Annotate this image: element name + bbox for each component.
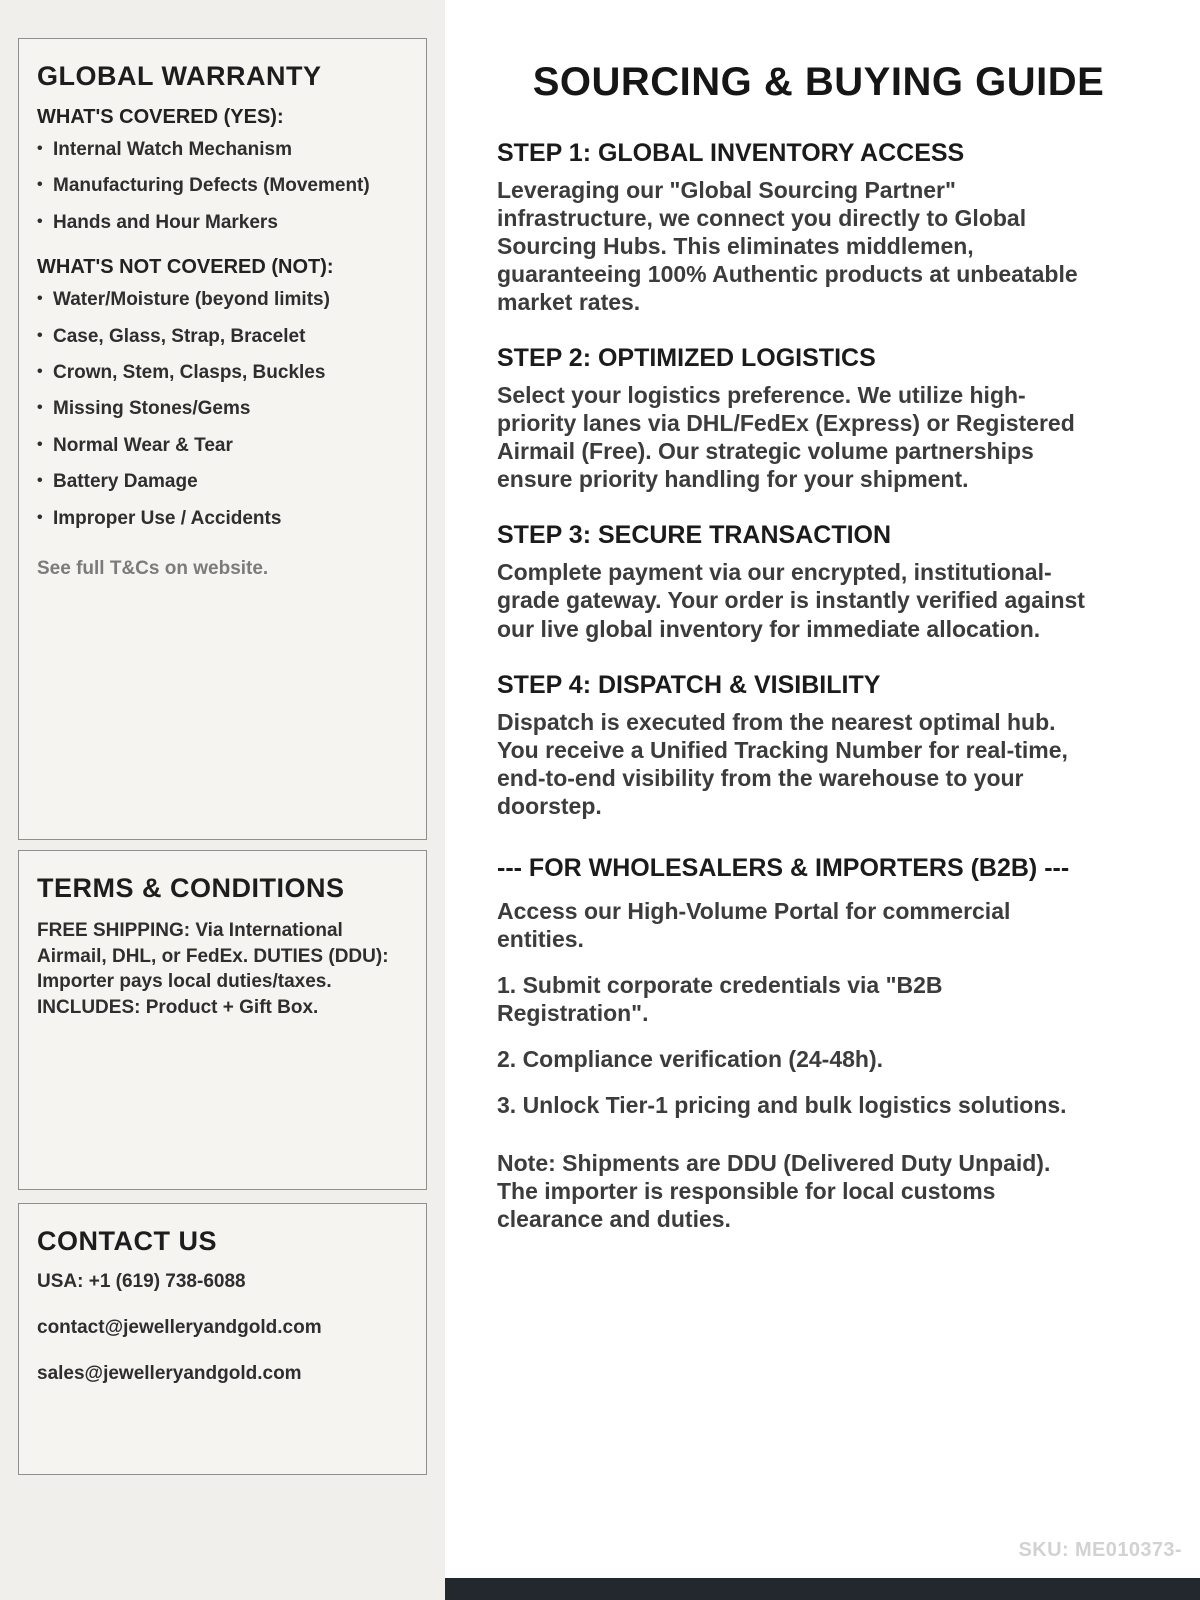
step-1-body: Leveraging our "Global Sourcing Partner" infrastructure, we connect you directly to Global Sourcing Hubs. This eliminates middlemen, guaranteeing 100% Authentic products at unbeatable market rates.: [497, 177, 1078, 316]
list-item: • Missing Stones/Gems: [37, 398, 410, 420]
terms-title: TERMS & CONDITIONS: [37, 873, 345, 903]
step-3-section: [497, 521, 1140, 642]
sku-label: SKU: ME010373-: [1018, 1539, 1182, 1561]
contact-title: CONTACT US: [37, 1226, 217, 1256]
list-item: • Case, Glass, Strap, Bracelet: [37, 326, 410, 348]
b2b-paragraph: 3. Unlock Tier-1 pricing and bulk logistics solutions.: [497, 1091, 1067, 1118]
step-1-section: [497, 139, 1140, 316]
step-3-heading: STEP 3: SECURE TRANSACTION: [497, 521, 892, 550]
page-title: SOURCING & BUYING GUIDE: [532, 60, 1105, 104]
not-covered-list: [37, 289, 410, 530]
sidebar: [0, 0, 445, 1600]
covered-heading: WHAT'S COVERED (YES):: [37, 106, 284, 128]
step-2-body: Select your logistics preference. We utilize high-priority lanes via DHL/FedEx (Express) or Registered Airmail (Free). Our strategic volume partnerships ensure priority handling for your shipment.: [497, 382, 1075, 493]
list-item: • Hands and Hour Markers: [37, 212, 410, 234]
contact-phone: USA: +1 (619) 738-6088: [37, 1271, 246, 1292]
main-content: [445, 0, 1200, 1600]
step-2-heading: STEP 2: OPTIMIZED LOGISTICS: [497, 344, 876, 373]
b2b-paragraph: 2. Compliance verification (24-48h).: [497, 1045, 884, 1072]
list-item: • Water/Moisture (beyond limits): [37, 289, 410, 311]
list-item: • Improper Use / Accidents: [37, 508, 410, 530]
warranty-box: [18, 38, 427, 840]
contact-box: [18, 1203, 427, 1475]
b2b-heading: --- FOR WHOLESALERS & IMPORTERS (B2B) ---: [497, 853, 1070, 882]
step-4-section: [497, 671, 1140, 820]
contact-email-sales: sales@jewelleryandgold.com: [37, 1363, 302, 1384]
list-item: • Crown, Stem, Clasps, Buckles: [37, 362, 410, 384]
list-item: • Internal Watch Mechanism: [37, 139, 410, 161]
b2b-section: [497, 854, 1140, 1119]
step-4-heading: STEP 4: DISPATCH & VISIBILITY: [497, 670, 881, 699]
ddu-note: Note: Shipments are DDU (Delivered Duty Unpaid). The importer is responsible for local customs clearance and duties.: [497, 1150, 1051, 1233]
terms-body: FREE SHIPPING: Via International Airmail, DHL, or FedEx. DUTIES (DDU): Importer pays local duties/taxes. INCLUDES: Product + Gift Box.: [37, 920, 389, 1018]
terms-box: [18, 850, 427, 1190]
warranty-title: GLOBAL WARRANTY: [37, 61, 322, 91]
step-4-body: Dispatch is executed from the nearest optimal hub. You receive a Unified Tracking Number for real-time, end-to-end visibility from the warehouse to your doorstep.: [497, 708, 1068, 819]
bottom-divider-band: [445, 1578, 1200, 1600]
b2b-paragraph: 1. Submit corporate credentials via "B2B Registration".: [497, 971, 943, 1026]
not-covered-heading: WHAT'S NOT COVERED (NOT):: [37, 256, 334, 279]
step-1-heading: STEP 1: GLOBAL INVENTORY ACCESS: [497, 139, 965, 167]
b2b-paragraph: Access our High-Volume Portal for commercial entities.: [497, 897, 1011, 952]
list-item: • Normal Wear & Tear: [37, 435, 410, 457]
warranty-footnote: See full T&Cs on website.: [37, 558, 269, 580]
list-item: • Manufacturing Defects (Movement): [37, 175, 410, 197]
step-2-section: [497, 344, 1140, 493]
list-item: • Battery Damage: [37, 471, 410, 493]
contact-email-primary: contact@jewelleryandgold.com: [37, 1317, 322, 1338]
step-3-body: Complete payment via our encrypted, institutional-grade gateway. Your order is instantly verified against our live global inventory for immediate allocation.: [497, 559, 1085, 642]
covered-list: [37, 139, 410, 234]
